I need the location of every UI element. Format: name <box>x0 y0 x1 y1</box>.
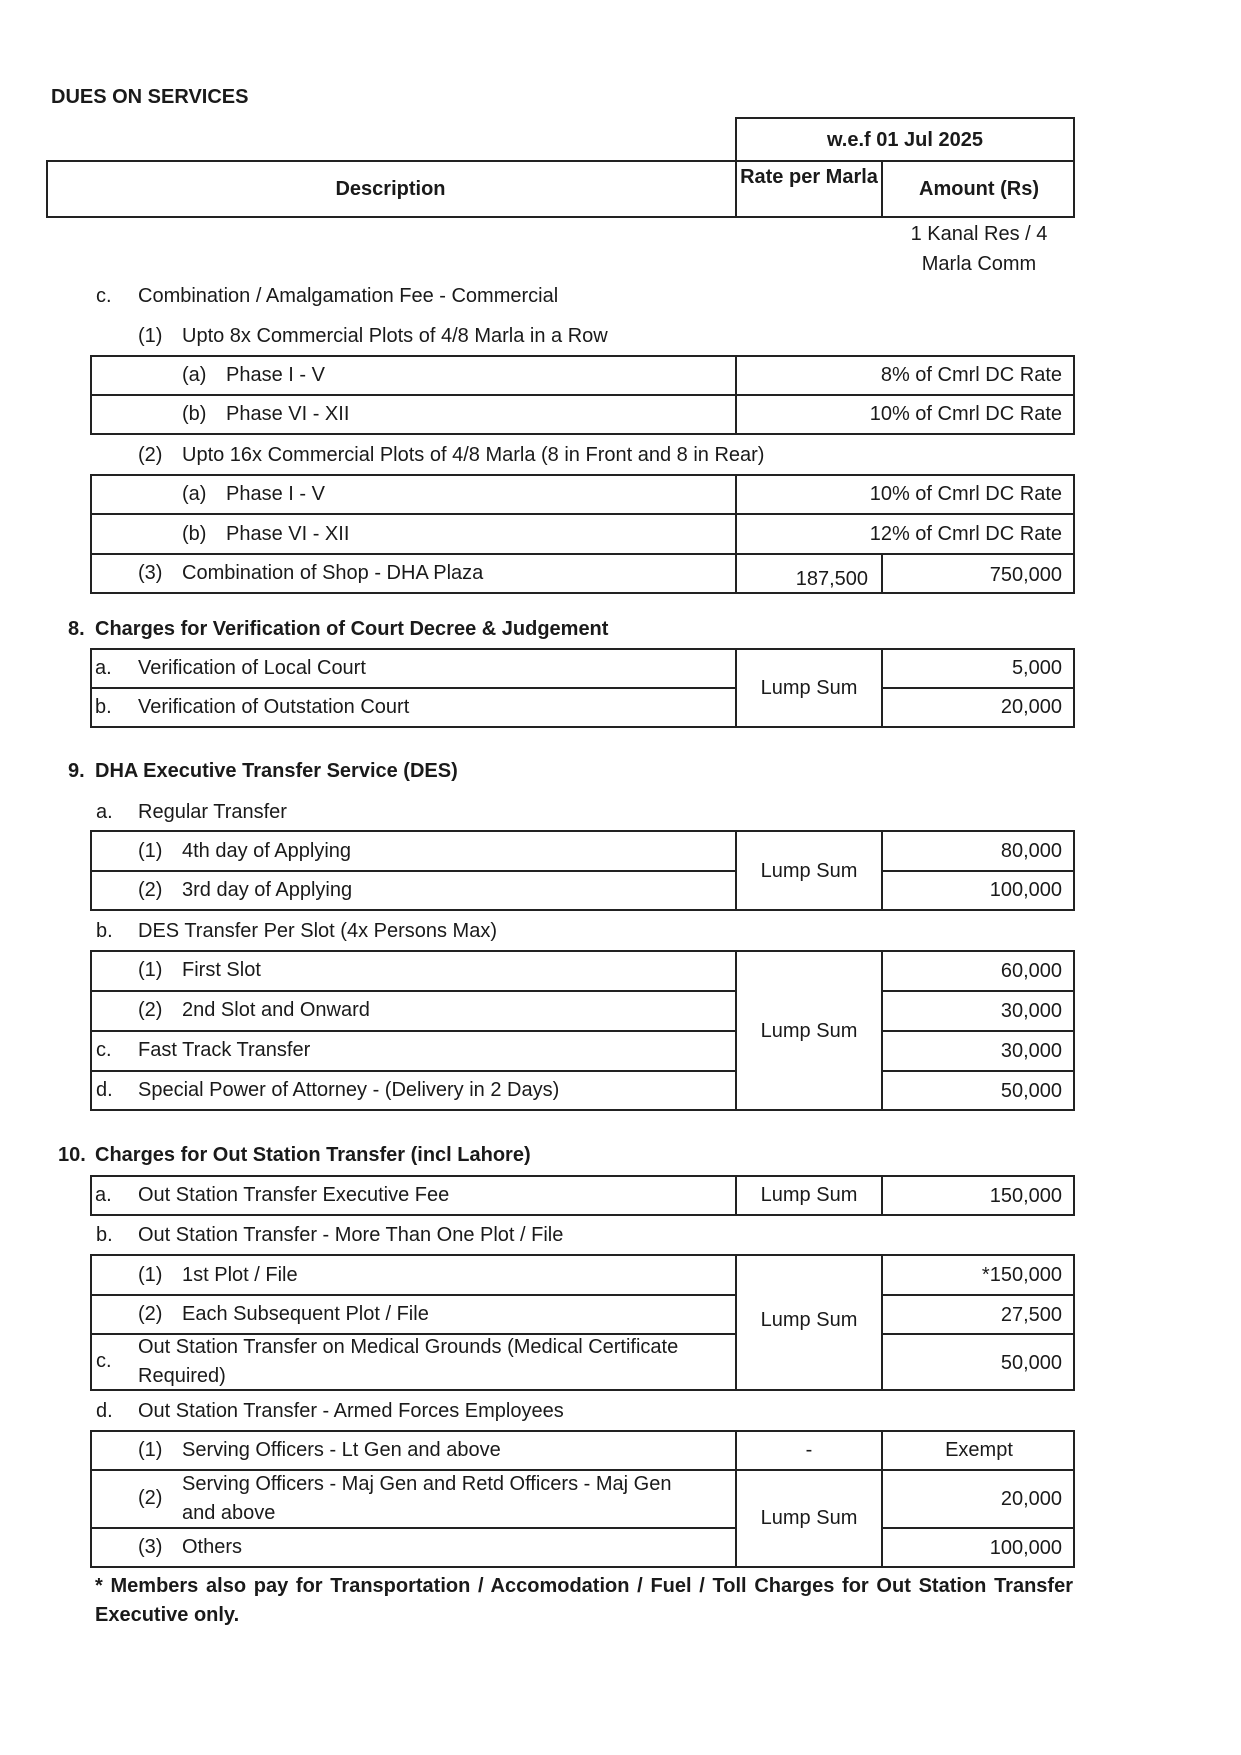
sec-c-item1-label: Upto 8x Commercial Plots of 4/8 Marla in a Row <box>182 325 608 347</box>
sec8-title: Charges for Verification of Court Decree & Judgement <box>95 618 609 640</box>
table-row-amount: 100,000 <box>989 879 1062 901</box>
table-row-amount: 20,000 <box>1000 696 1062 718</box>
lump-sum-label: Lump Sum <box>760 1309 858 1331</box>
table-row-label: Verification of Local Court <box>138 657 366 679</box>
sec9a-num: a. <box>96 801 113 823</box>
sec-c-item2-num: (2) <box>138 444 163 466</box>
table-row-label: Others <box>182 1536 243 1558</box>
sec10-title: Charges for Out Station Transfer (incl Lahore) <box>95 1144 531 1166</box>
sec9a-label: Regular Transfer <box>138 801 287 823</box>
table-row-value: 8% of Cmrl DC Rate <box>880 364 1062 386</box>
lump-sum-label: Lump Sum <box>760 1020 858 1042</box>
lump-sum-label: Lump Sum <box>760 1184 858 1206</box>
sec9-num: 9. <box>68 760 85 782</box>
table-row-label: Verification of Outstation Court <box>138 696 410 718</box>
footnote: * Members also pay for Transportation / Accomodation / Fuel / Toll Charges for Out Station Transfer Executive only. <box>95 1575 1073 1626</box>
table-row-amount: 100,000 <box>989 1537 1062 1559</box>
table-row-num: (1) <box>138 959 163 981</box>
amount-header: Amount (Rs) <box>919 178 1039 200</box>
sec9-title: DHA Executive Transfer Service (DES) <box>95 760 458 782</box>
table-row-num: (2) <box>138 879 163 901</box>
page-title: DUES ON SERVICES <box>51 86 249 108</box>
table-row-label: Phase I - V <box>226 483 325 505</box>
table-row-label: Phase VI - XII <box>226 403 350 425</box>
lump-sum-label: Lump Sum <box>760 860 858 882</box>
table-row-label: Phase VI - XII <box>226 523 350 545</box>
table-row-label: 4th day of Applying <box>182 840 352 862</box>
table-row-amount: 150,000 <box>989 1185 1062 1207</box>
rate-header: Rate per Marla <box>740 166 878 188</box>
table-row-label: Out Station Transfer Executive Fee <box>138 1184 450 1206</box>
sec-c-item1-num: (1) <box>138 325 163 347</box>
sec9b-label: DES Transfer Per Slot (4x Persons Max) <box>138 920 498 942</box>
table-row-rate: 187,500 <box>795 568 868 590</box>
table-row-label: Each Subsequent Plot / File <box>182 1303 429 1325</box>
table-row-num: (a) <box>182 483 207 505</box>
table-row-num: (1) <box>138 1439 163 1461</box>
sec-c-title: Combination / Amalgamation Fee - Commercial <box>138 285 559 307</box>
sec-c-item2-label: Upto 16x Commercial Plots of 4/8 Marla (8 in Front and 8 in Rear) <box>182 444 765 466</box>
table-row-num: (b) <box>182 403 207 425</box>
description-header: Description <box>335 178 446 200</box>
table-row-label: Fast Track Transfer <box>138 1039 311 1061</box>
table-row-label: Special Power of Attorney - (Delivery in 2 Days) <box>138 1079 560 1101</box>
table-row-num: (1) <box>138 840 163 862</box>
table-row-amount: 20,000 <box>1000 1488 1062 1510</box>
table-row-amount: 750,000 <box>989 564 1062 586</box>
table-row-num: a. <box>95 1184 112 1206</box>
table-row-value: 10% of Cmrl DC Rate <box>869 483 1062 505</box>
sec10b-label: Out Station Transfer - More Than One Plot / File <box>138 1224 564 1246</box>
table-row-label: Out Station Transfer on Medical Grounds (Medical Certificate <box>138 1336 679 1358</box>
table-row-label: Phase I - V <box>226 364 325 386</box>
table-row-num: (3) <box>138 562 163 584</box>
table-row-num: c. <box>96 1350 112 1372</box>
table-row-amount: 30,000 <box>1000 1040 1062 1062</box>
table-row-label: First Slot <box>182 959 261 981</box>
table-row-num: (3) <box>138 1536 163 1558</box>
sec-c-marker: c. <box>96 285 112 307</box>
table-row-label: 2nd Slot and Onward <box>182 999 370 1021</box>
table-row-label: 1st Plot / File <box>182 1264 298 1286</box>
table-row-amount: 50,000 <box>1000 1080 1062 1102</box>
wef-date: w.e.f 01 Jul 2025 <box>826 129 983 151</box>
table-row-value: 10% of Cmrl DC Rate <box>869 403 1062 425</box>
table-row-num: d. <box>96 1079 113 1101</box>
table-row-amount: 60,000 <box>1000 960 1062 982</box>
table-row-amount: 5,000 <box>1011 657 1062 679</box>
table-row-num: (2) <box>138 1303 163 1325</box>
table-row-num: (2) <box>138 1487 163 1509</box>
sec10-num: 10. <box>58 1144 86 1166</box>
table-row-num: (a) <box>182 364 207 386</box>
table-row-amount: 80,000 <box>1000 840 1062 862</box>
table-row-label-cont: and above <box>182 1502 276 1524</box>
table-row-num: b. <box>95 696 112 718</box>
table-row-num: (1) <box>138 1264 163 1286</box>
table-row-label: Serving Officers - Maj Gen and Retd Officers - Maj Gen <box>182 1473 672 1495</box>
sec9b-num: b. <box>96 920 113 942</box>
table-row-num: c. <box>96 1039 112 1061</box>
table-row-label-cont: Required) <box>138 1365 226 1387</box>
table-row-amount: Exempt <box>945 1439 1013 1461</box>
table-row-amount: 30,000 <box>1000 1000 1062 1022</box>
lump-sum-label: Lump Sum <box>760 677 858 699</box>
table-row-num: (2) <box>138 999 163 1021</box>
table-row-label: 3rd day of Applying <box>182 879 353 901</box>
table-row-num: (b) <box>182 523 207 545</box>
table-row-amount: *150,000 <box>981 1264 1062 1286</box>
table-row-amount: 50,000 <box>1000 1352 1062 1374</box>
table-row-label: Serving Officers - Lt Gen and above <box>182 1439 501 1461</box>
sec10d-label: Out Station Transfer - Armed Forces Employees <box>138 1400 564 1422</box>
table-row-value: 12% of Cmrl DC Rate <box>869 523 1062 545</box>
sec8-num: 8. <box>68 618 85 640</box>
sec10d-num: d. <box>96 1400 113 1422</box>
table-row-amount: 27,500 <box>1000 1304 1062 1326</box>
table-row-label: Combination of Shop - DHA Plaza <box>182 562 484 584</box>
table-row-rate: - <box>805 1439 813 1461</box>
lump-sum-label: Lump Sum <box>760 1507 858 1529</box>
sec10b-num: b. <box>96 1224 113 1246</box>
amount-subheader: 1 Kanal Res / 4 Marla Comm <box>910 223 1048 275</box>
table-row-num: a. <box>95 657 112 679</box>
